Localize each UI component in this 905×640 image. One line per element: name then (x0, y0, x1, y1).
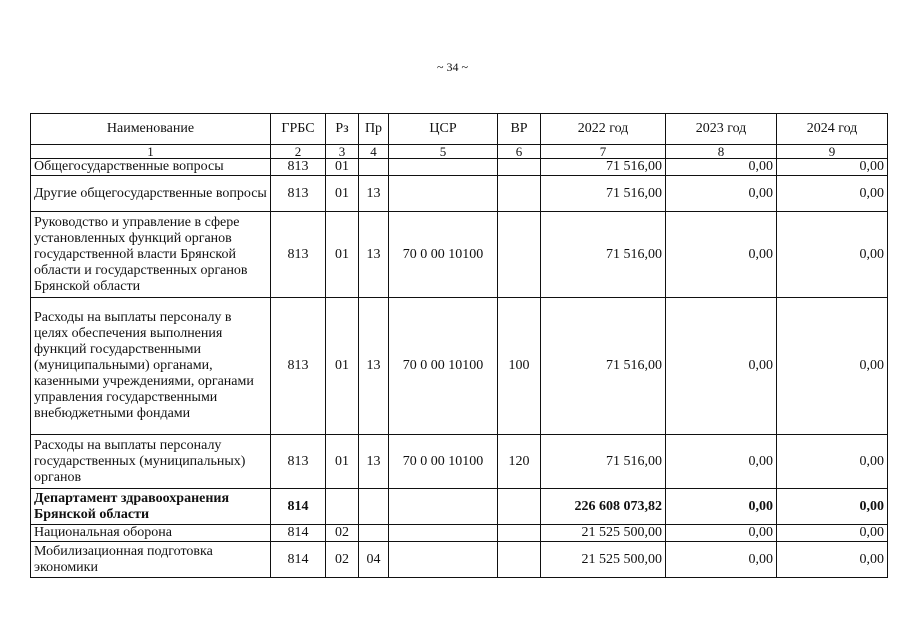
cell-rz: 02 (326, 525, 359, 542)
cell-rz: 01 (326, 435, 359, 489)
column-number: 4 (359, 145, 389, 159)
table-row (31, 212, 888, 298)
cell-vr (498, 525, 541, 542)
cell-2023: 0,00 (666, 542, 777, 578)
cell-pr: 13 (359, 298, 389, 435)
cell-2023: 0,00 (666, 435, 777, 489)
cell-2023: 0,00 (666, 176, 777, 212)
cell-2023: 0,00 (666, 489, 777, 525)
cell-csr (389, 525, 498, 542)
cell-2024: 0,00 (777, 525, 888, 542)
cell-2023: 0,00 (666, 298, 777, 435)
cell-name: Общегосударственные вопросы (31, 159, 271, 176)
cell-2022: 71 516,00 (541, 159, 666, 176)
cell-2022: 71 516,00 (541, 212, 666, 298)
cell-name: Другие общегосударственные вопросы (31, 176, 271, 212)
header-row (31, 114, 888, 145)
cell-pr (359, 525, 389, 542)
cell-rz: 01 (326, 176, 359, 212)
header-2022: 2022 год (541, 114, 666, 145)
column-number: 1 (31, 145, 271, 159)
cell-vr: 100 (498, 298, 541, 435)
cell-pr: 04 (359, 542, 389, 578)
cell-2024: 0,00 (777, 159, 888, 176)
cell-name: Национальная оборона (31, 525, 271, 542)
cell-2024: 0,00 (777, 542, 888, 578)
cell-2022: 71 516,00 (541, 435, 666, 489)
column-number: 9 (777, 145, 888, 159)
cell-csr: 70 0 00 10100 (389, 298, 498, 435)
budget-table (30, 113, 888, 578)
cell-grbs: 813 (271, 435, 326, 489)
table-row (31, 525, 888, 542)
table-row (31, 435, 888, 489)
cell-2022: 21 525 500,00 (541, 525, 666, 542)
cell-vr (498, 489, 541, 525)
column-number-row (31, 145, 888, 159)
header-vr: ВР (498, 114, 541, 145)
cell-2022: 71 516,00 (541, 298, 666, 435)
cell-name: Расходы на выплаты персоналу государственных (муниципальных) органов (31, 435, 271, 489)
cell-2023: 0,00 (666, 212, 777, 298)
cell-grbs: 813 (271, 159, 326, 176)
table-row (31, 542, 888, 578)
cell-2022: 71 516,00 (541, 176, 666, 212)
cell-csr (389, 542, 498, 578)
cell-grbs: 813 (271, 298, 326, 435)
table-row (31, 159, 888, 176)
cell-grbs: 813 (271, 212, 326, 298)
header-2024: 2024 год (777, 114, 888, 145)
cell-rz: 01 (326, 298, 359, 435)
cell-name: Мобилизационная подготовка экономики (31, 542, 271, 578)
cell-2024: 0,00 (777, 489, 888, 525)
cell-pr: 13 (359, 435, 389, 489)
cell-pr (359, 159, 389, 176)
table-row (31, 176, 888, 212)
column-number: 7 (541, 145, 666, 159)
page-number: ~ 34 ~ (437, 60, 468, 74)
cell-2022: 226 608 073,82 (541, 489, 666, 525)
cell-csr (389, 159, 498, 176)
cell-vr: 120 (498, 435, 541, 489)
cell-rz: 01 (326, 212, 359, 298)
cell-vr (498, 159, 541, 176)
cell-pr: 13 (359, 212, 389, 298)
cell-2022: 21 525 500,00 (541, 542, 666, 578)
cell-csr (389, 176, 498, 212)
header-name: Наименование (31, 114, 271, 145)
cell-rz: 02 (326, 542, 359, 578)
cell-2024: 0,00 (777, 435, 888, 489)
cell-vr (498, 212, 541, 298)
cell-pr: 13 (359, 176, 389, 212)
column-number: 3 (326, 145, 359, 159)
cell-2024: 0,00 (777, 298, 888, 435)
cell-2023: 0,00 (666, 159, 777, 176)
cell-grbs: 814 (271, 542, 326, 578)
header-rz: Рз (326, 114, 359, 145)
cell-name: Руководство и управление в сфере установленных функций органов государственной власти Брянской области и государственных органов Брянской области (31, 212, 271, 298)
cell-pr (359, 489, 389, 525)
cell-csr (389, 489, 498, 525)
cell-grbs: 813 (271, 176, 326, 212)
cell-rz (326, 489, 359, 525)
cell-grbs: 814 (271, 489, 326, 525)
cell-vr (498, 176, 541, 212)
column-number: 6 (498, 145, 541, 159)
header-grbs: ГРБС (271, 114, 326, 145)
cell-2023: 0,00 (666, 525, 777, 542)
table-row (31, 489, 888, 525)
column-number: 2 (271, 145, 326, 159)
cell-name: Расходы на выплаты персоналу в целях обеспечения выполнения функций государственными (муниципальными) органами, казенными учреждениями, органами управления государственными внебюджетными фондами (31, 298, 271, 435)
table-row (31, 298, 888, 435)
cell-vr (498, 542, 541, 578)
cell-name: Департамент здравоохранения Брянской области (31, 489, 271, 525)
header-csr: ЦСР (389, 114, 498, 145)
header-2023: 2023 год (666, 114, 777, 145)
cell-csr: 70 0 00 10100 (389, 435, 498, 489)
column-number: 8 (666, 145, 777, 159)
column-number: 5 (389, 145, 498, 159)
cell-2024: 0,00 (777, 212, 888, 298)
cell-2024: 0,00 (777, 176, 888, 212)
cell-rz: 01 (326, 159, 359, 176)
cell-csr: 70 0 00 10100 (389, 212, 498, 298)
cell-grbs: 814 (271, 525, 326, 542)
header-pr: Пр (359, 114, 389, 145)
